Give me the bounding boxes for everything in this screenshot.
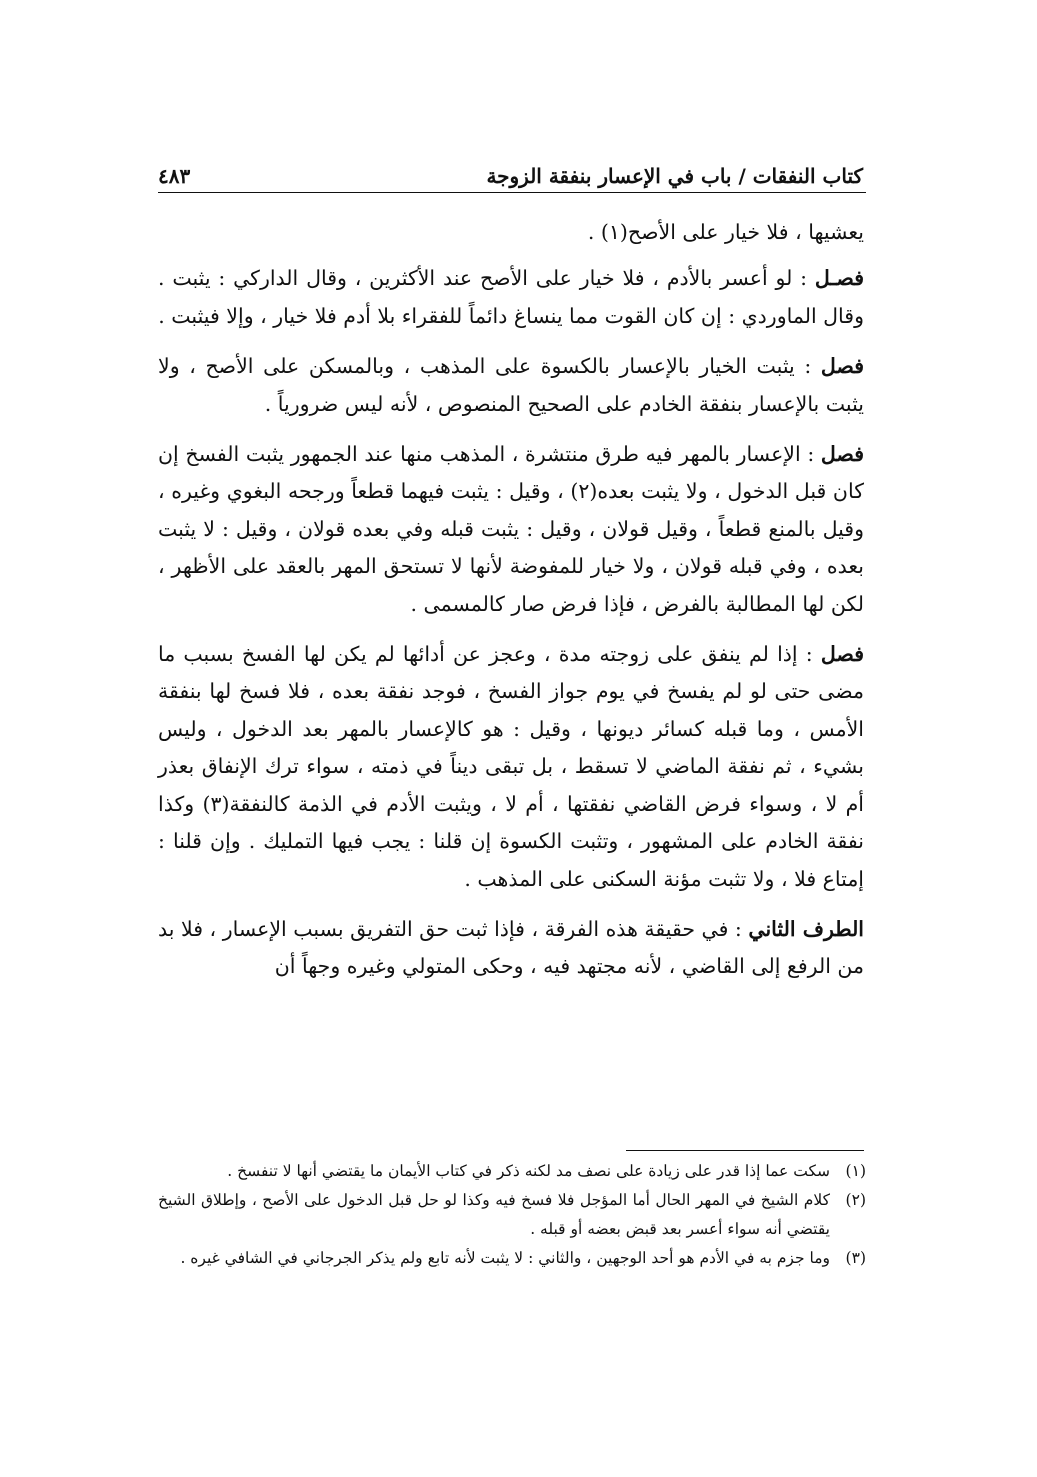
footnote-divider xyxy=(626,1150,864,1151)
paragraph-text: يعشيها ، فلا خيار على الأصح(١) . xyxy=(587,220,864,244)
paragraph xyxy=(158,911,864,986)
paragraph xyxy=(158,214,864,251)
paragraph xyxy=(158,636,864,898)
paragraph xyxy=(158,436,864,623)
footnote xyxy=(158,1186,866,1244)
footnotes xyxy=(158,1157,866,1273)
footnote-number: (٣) xyxy=(845,1249,866,1267)
paragraph-text: : يثبت الخيار بالإعسار بالكسوة على المذهب ، وبالمسكن على الأصح ، ولا يثبت بالإعسار بنفقة الخادم على الصحيح المنصوص ، لأنه ليس ضرورياً . xyxy=(158,354,864,416)
footnote xyxy=(158,1157,866,1186)
paragraph-text: : إذا لم ينفق على زوجته مدة ، وعجز عن أدائها لم يكن لها الفسخ بسبب ما مضى حتى لو لم يفسخ في يوم جواز الفسخ ، فوجد نفقة بعده ، فلا فسخ لها بنفقة الأمس ، وما قبله كسائر ديونها ، وقيل : هو كالإعسار بالمهر بعد الدخول ، وليس بشيء ، ثم نفقة الماضي لا تسقط ، بل تبقى ديناً في ذمته ، سواء ترك الإنفاق بعذر أم لا ، وسواء فرض القاضي نفقتها ، أم لا ، ويثبت الأدم في الذمة كالنفقة(٣) وكذا نفقة الخادم على المشهور ، وتثبت الكسوة إن قلنا : يجب فيها التمليك . وإن قلنا : إمتاع فلا ، ولا تثبت مؤنة السكنى على المذهب . xyxy=(158,642,864,891)
section-heading: فصل xyxy=(820,442,864,467)
footnote-text: كلام الشيخ في المهر الحال أما المؤجل فلا فسخ فيه وكذا لو حل قبل الدخول على الأصح ، وإطلاق الشيخ يقتضي أنه سواء أعسر بعد قبض بعضه أو قبله . xyxy=(158,1191,830,1238)
header-divider xyxy=(158,192,866,193)
section-heading: فصل xyxy=(820,354,864,379)
footnote-number: (٢) xyxy=(845,1191,866,1209)
section-heading: الطرف الثاني xyxy=(748,916,865,941)
section-heading: فصل xyxy=(820,642,864,667)
main-text xyxy=(158,214,864,999)
footnote xyxy=(158,1244,866,1273)
footnote-text: سكت عما إذا قدر على زيادة على نصف مد لكنه ذكر في كتاب الأيمان ما يقتضي أنها لا تنفسخ . xyxy=(227,1162,830,1180)
footnote-text: وما جزم به في الأدم هو أحد الوجهين ، والثاني : لا يثبت لأنه تابع ولم يذكر الجرجاني في الشافي غيره . xyxy=(180,1249,830,1267)
paragraph-text: : الإعسار بالمهر فيه طرق منتشرة ، المذهب منها عند الجمهور يثبت الفسخ إن كان قبل الدخول ، ولا يثبت بعده(٢) ، وقيل : يثبت فيهما قطعاً ورجحه البغوي وغيره ، وقيل بالمنع قطعاً ، وقيل قولان ، وقيل : يثبت قبله وفي بعده قولان ، وقيل : لا يثبت بعده ، وفي قبله قولان ، ولا خيار للمفوضة لأنها لا تستحق المهر بالعقد على الأظهر ، لكن لها المطالبة بالفرض ، فإذا فرض صار كالمسمى . xyxy=(158,442,864,616)
header-title: كتاب النفقات / باب في الإعسار بنفقة الزوجة xyxy=(486,164,863,188)
paragraph-text: : لو أعسر بالأدم ، فلا خيار على الأصح عند الأكثرين ، وقال الداركي : يثبت . وقال الماوردي : إن كان القوت مما ينساغ دائماً للفقراء بلا أدم فلا خيار ، وإلا فيثبت . xyxy=(158,266,864,328)
paragraph-text: : في حقيقة هذه الفرقة ، فإذا ثبت حق التفريق بسبب الإعسار ، فلا بد من الرفع إلى القاضي ، لأنه مجتهد فيه ، وحكى المتولي وغيره وجهاً أن xyxy=(158,916,864,979)
section-heading: فصـل xyxy=(814,266,864,291)
paragraph xyxy=(158,348,864,423)
paragraph xyxy=(158,260,864,335)
footnote-number: (١) xyxy=(845,1162,866,1180)
page-number: ٤٨٣ xyxy=(158,164,191,188)
running-header xyxy=(158,148,863,188)
